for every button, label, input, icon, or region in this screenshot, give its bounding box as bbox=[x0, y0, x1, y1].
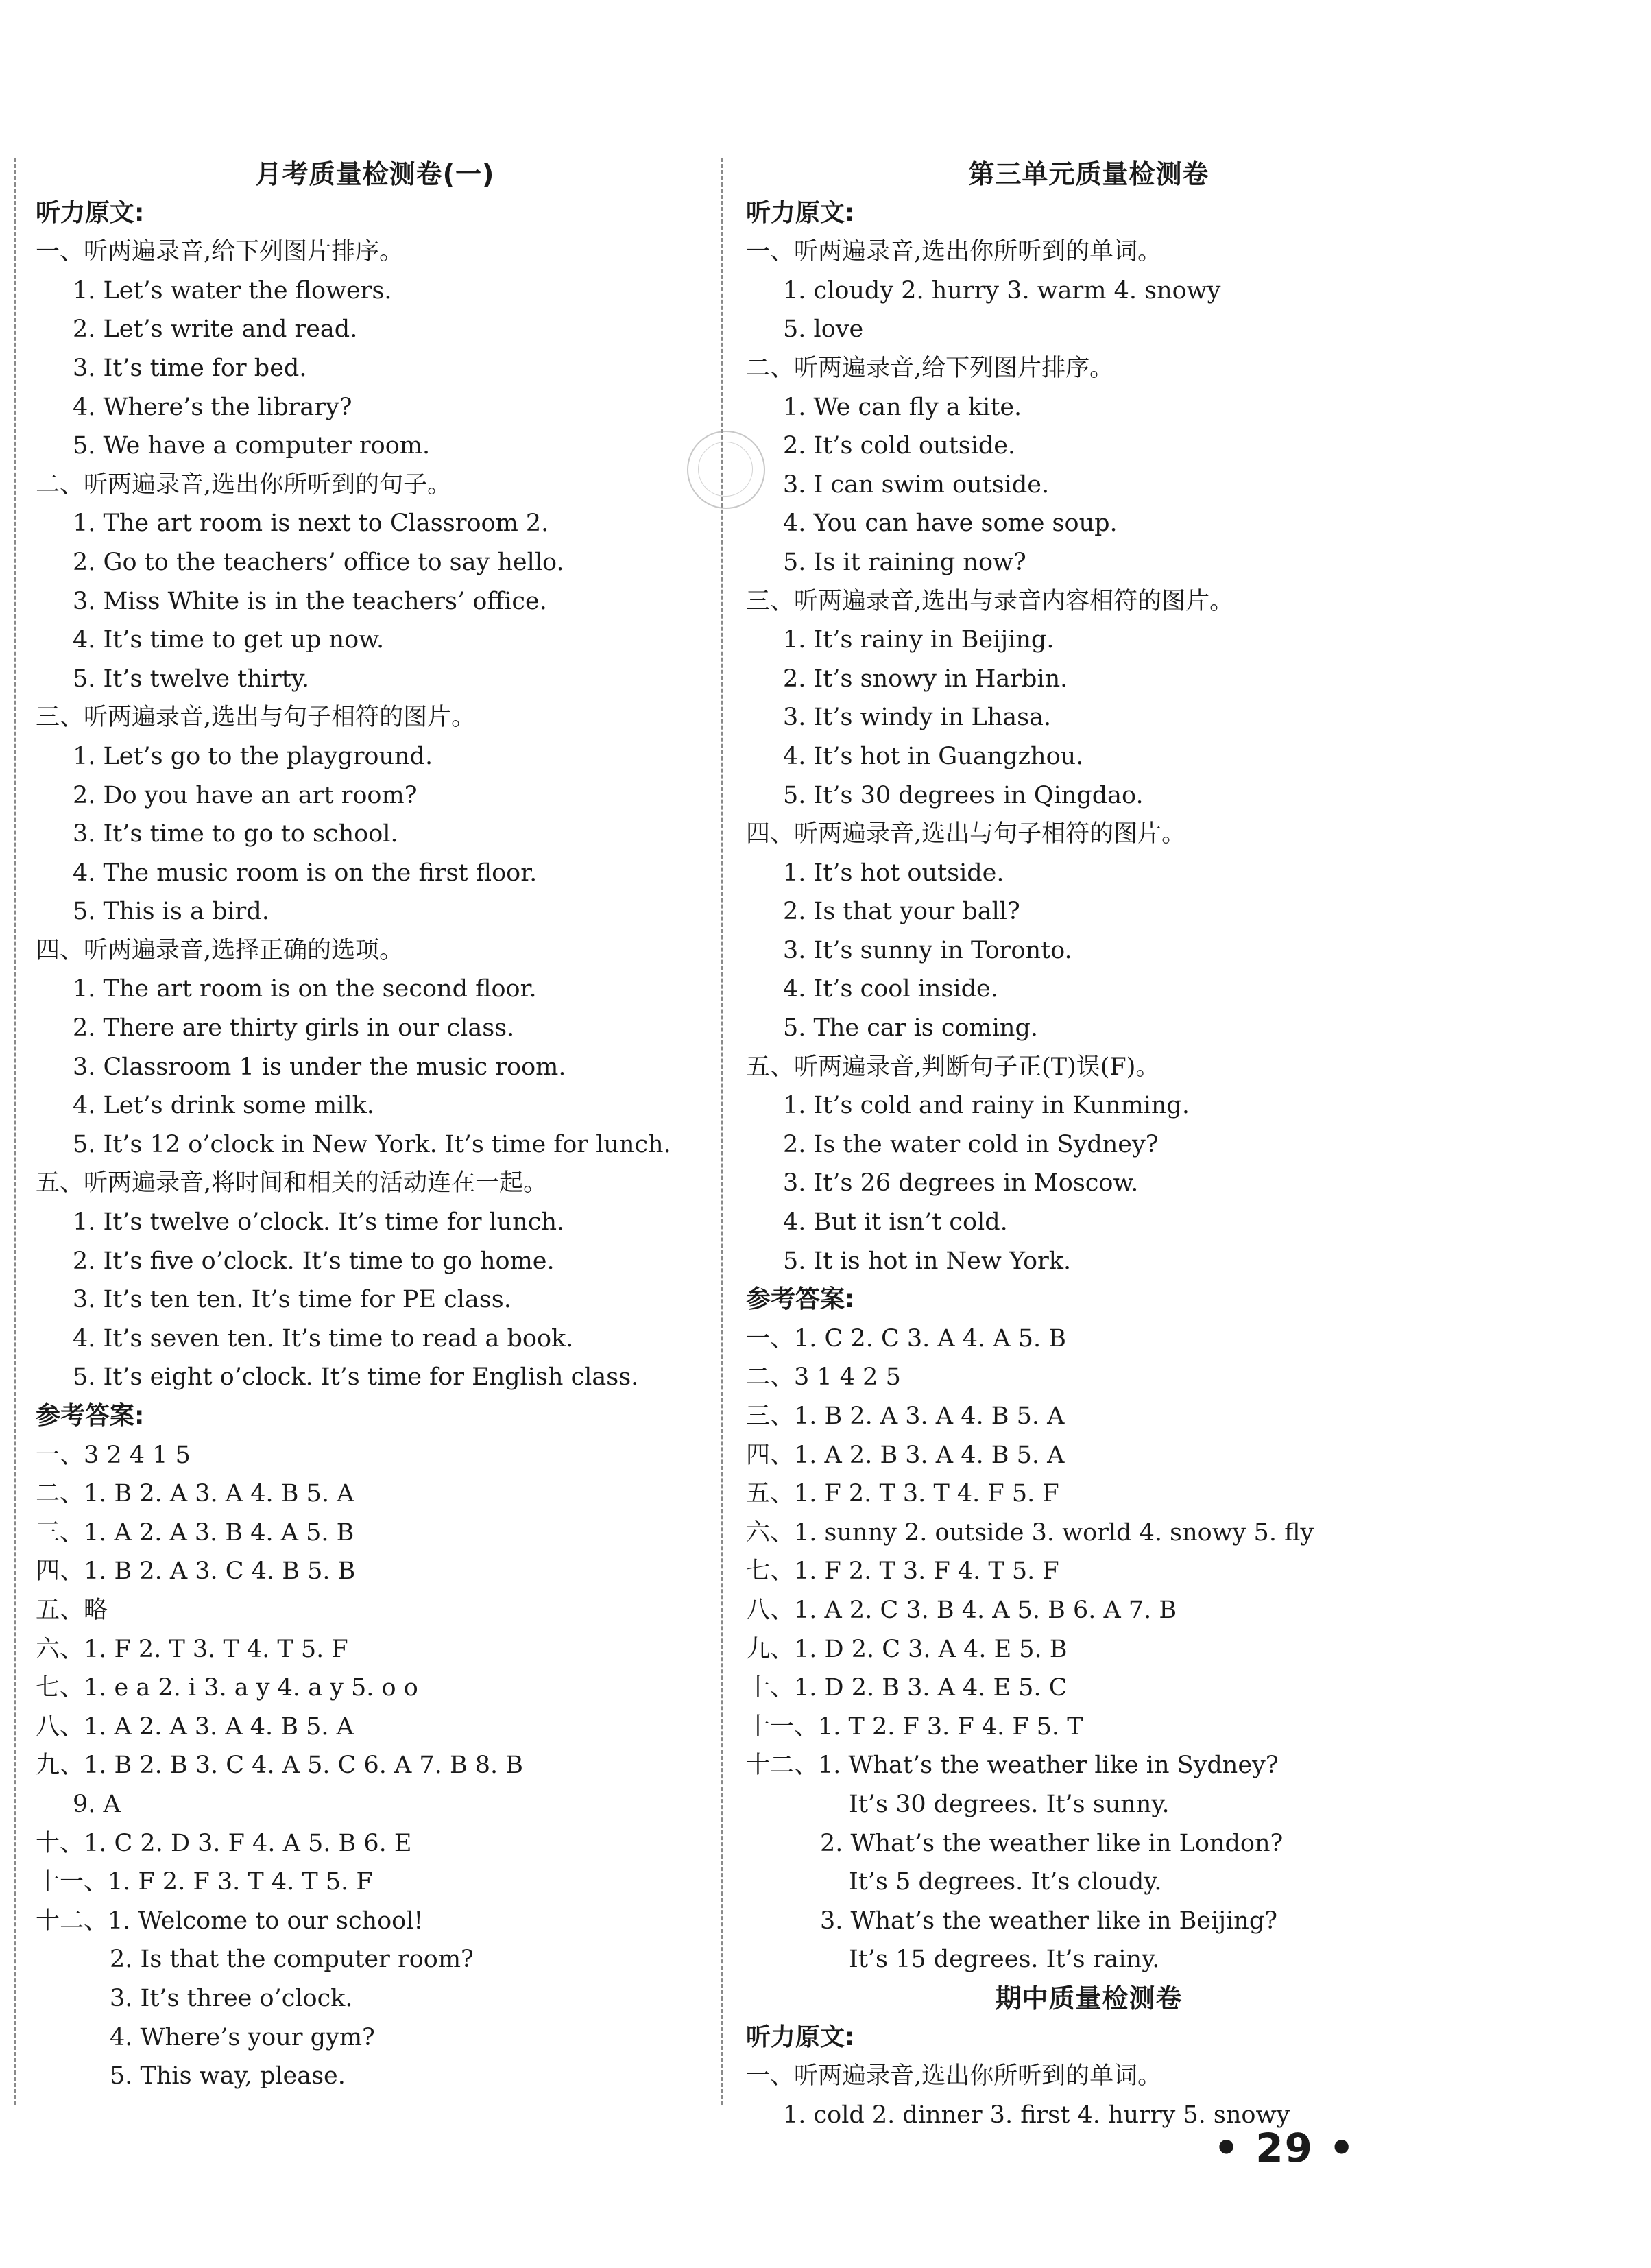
answer-subline: It’s 15 degrees. It’s rainy. bbox=[849, 1946, 1160, 1974]
list-item: 2. Go to the teachers’ office to say hello. bbox=[73, 548, 564, 576]
list-item: 2. It’s snowy in Harbin. bbox=[783, 665, 1068, 693]
list-item: 4. You can have some soup. bbox=[783, 510, 1118, 538]
list-item: 3. It’s sunny in Toronto. bbox=[783, 936, 1072, 964]
list-item: 5. Is it raining now? bbox=[783, 548, 1026, 576]
list-item: 1. It’s rainy in Beijing. bbox=[783, 626, 1055, 654]
list-item: 2. It’s five o’clock. It’s time to go home. bbox=[73, 1247, 555, 1275]
answer-row: 二、3 1 4 2 5 bbox=[746, 1363, 901, 1392]
list-item: 1. It’s twelve o’clock. It’s time for lunch. bbox=[73, 1208, 565, 1237]
answer-row: 三、1. A 2. A 3. B 4. A 5. B bbox=[36, 1518, 354, 1547]
answer-subline: 2. What’s the weather like in London? bbox=[820, 1829, 1284, 1857]
list-item: 4. It’s seven ten. It’s time to read a book. bbox=[73, 1324, 574, 1352]
right-listening-label: 听力原文: bbox=[746, 198, 855, 227]
list-item: 4. It’s cool inside. bbox=[783, 975, 998, 1003]
answer-row: 五、1. F 2. T 3. T 4. F 5. F bbox=[746, 1480, 1059, 1508]
left-title: 月考质量检测卷(一) bbox=[255, 159, 495, 189]
list-item: 5. It’s twelve thirty. bbox=[73, 665, 310, 693]
answer-subline: 3. What’s the weather like in Beijing? bbox=[820, 1907, 1278, 1935]
list-item: 3. It’s 26 degrees in Moscow. bbox=[783, 1169, 1139, 1197]
right-section-heading: 三、听两遍录音,选出与录音内容相符的图片。 bbox=[746, 587, 1234, 615]
list-item: 3. It’s time for bed. bbox=[73, 354, 307, 382]
left-section-heading: 四、听两遍录音,选择正确的选项。 bbox=[36, 936, 404, 964]
right-section-heading: 四、听两遍录音,选出与句子相符的图片。 bbox=[746, 820, 1186, 848]
list-item: 1. It’s cold and rainy in Kunming. bbox=[783, 1092, 1190, 1120]
list-item: 5. We have a computer room. bbox=[73, 432, 431, 460]
list-item: 4. Where’s the library? bbox=[73, 393, 352, 421]
list-item: 2. Is that your ball? bbox=[783, 898, 1020, 926]
right-answers-label: 参考答案: bbox=[746, 1285, 855, 1314]
right-section-heading: 五、听两遍录音,判断句子正(T)误(F)。 bbox=[746, 1053, 1160, 1081]
list-item: 1. It’s hot outside. bbox=[783, 859, 1004, 887]
list-item: 1. The art room is next to Classroom 2. bbox=[73, 510, 549, 538]
answer-row: 三、1. B 2. A 3. A 4. B 5. A bbox=[746, 1402, 1065, 1430]
answer-row: 九、1. B 2. B 3. C 4. A 5. C 6. A 7. B 8. B bbox=[36, 1752, 524, 1780]
list-item: 5. It’s 12 o’clock in New York. It’s time for lunch. bbox=[73, 1130, 671, 1158]
list-item: 3. Classroom 1 is under the music room. bbox=[73, 1053, 566, 1081]
left-answers-label: 参考答案: bbox=[36, 1402, 145, 1430]
midterm-title: 期中质量检测卷 bbox=[995, 1983, 1183, 2014]
answer-row: 六、1. F 2. T 3. T 4. T 5. F bbox=[36, 1635, 348, 1663]
answer-subline: It’s 30 degrees. It’s sunny. bbox=[849, 1790, 1170, 1818]
answer-row: 十、1. C 2. D 3. F 4. A 5. B 6. E bbox=[36, 1829, 412, 1857]
answer-subline: 5. This way, please. bbox=[110, 2062, 346, 2090]
list-item: 3. It’s ten ten. It’s time for PE class. bbox=[73, 1286, 511, 1314]
list-item: 2. It’s cold outside. bbox=[783, 432, 1016, 460]
list-item: 4. It’s hot in Guangzhou. bbox=[783, 742, 1084, 770]
list-item: 1. Let’s go to the playground. bbox=[73, 742, 433, 770]
answer-row: 七、1. e a 2. i 3. a y 4. a y 5. o o bbox=[36, 1674, 418, 1702]
answer-subline: 4. Where’s your gym? bbox=[110, 2023, 375, 2051]
answer-row: 十二、1. Welcome to our school! bbox=[36, 1907, 424, 1935]
right-section-heading: 二、听两遍录音,给下列图片排序。 bbox=[746, 354, 1114, 382]
list-item: 2. Is the water cold in Sydney? bbox=[783, 1130, 1159, 1158]
answer-row: 八、1. A 2. A 3. A 4. B 5. A bbox=[36, 1712, 354, 1741]
left-listening-label: 听力原文: bbox=[36, 198, 145, 227]
answer-subline: 2. Is that the computer room? bbox=[110, 1946, 474, 1974]
answer-row: 八、1. A 2. C 3. B 4. A 5. B 6. A 7. B bbox=[746, 1596, 1177, 1624]
list-item: 4. Let’s drink some milk. bbox=[73, 1092, 374, 1120]
list-item: 1. cold 2. dinner 3. first 4. hurry 5. snowy bbox=[783, 2101, 1290, 2129]
list-item: 2. Let’s write and read. bbox=[73, 315, 358, 344]
answer-subline: It’s 5 degrees. It’s cloudy. bbox=[849, 1868, 1162, 1896]
list-item: 2. There are thirty girls in our class. bbox=[73, 1014, 515, 1042]
left-column bbox=[36, 155, 714, 2096]
list-item: 1. We can fly a kite. bbox=[783, 393, 1022, 421]
list-item: 4. It’s time to get up now. bbox=[73, 626, 385, 654]
list-item: 1. The art room is on the second floor. bbox=[73, 975, 537, 1003]
left-section-heading: 三、听两遍录音,选出与句子相符的图片。 bbox=[36, 704, 476, 732]
list-item: 4. The music room is on the first floor. bbox=[73, 859, 538, 887]
right-section-heading: 一、听两遍录音,选出你所听到的单词。 bbox=[746, 238, 1162, 266]
answer-row: 九、1. D 2. C 3. A 4. E 5. B bbox=[746, 1635, 1068, 1663]
answer-row: 二、1. B 2. A 3. A 4. B 5. A bbox=[36, 1480, 354, 1508]
answer-row: 一、3 2 4 1 5 bbox=[36, 1441, 191, 1469]
list-item: 3. It’s time to go to school. bbox=[73, 820, 398, 848]
left-dashed-rule bbox=[14, 158, 16, 2105]
list-item: 1. cloudy 2. hurry 3. warm 4. snowy bbox=[783, 276, 1221, 305]
list-item: 5. It is hot in New York. bbox=[783, 1247, 1072, 1275]
answer-row: 十、1. D 2. B 3. A 4. E 5. C bbox=[746, 1674, 1068, 1702]
answer-row: 一、1. C 2. C 3. A 4. A 5. B bbox=[746, 1324, 1066, 1352]
list-item: 3. I can swim outside. bbox=[783, 470, 1050, 499]
answer-row: 四、1. A 2. B 3. A 4. B 5. A bbox=[746, 1441, 1065, 1469]
left-section-heading: 一、听两遍录音,给下列图片排序。 bbox=[36, 238, 404, 266]
right-column bbox=[746, 155, 1432, 2134]
list-item: 5. This is a bird. bbox=[73, 898, 269, 926]
left-section-heading: 五、听两遍录音,将时间和相关的活动连在一起。 bbox=[36, 1169, 548, 1197]
list-item: 5. It’s 30 degrees in Qingdao. bbox=[783, 781, 1144, 809]
right-section-heading: 一、听两遍录音,选出你所听到的单词。 bbox=[746, 2062, 1162, 2090]
left-section-heading: 二、听两遍录音,选出你所听到的句子。 bbox=[36, 470, 452, 499]
list-item: 5. love bbox=[783, 315, 864, 344]
answer-row: 五、略 bbox=[36, 1596, 108, 1624]
answer-row-continuation: 9. A bbox=[73, 1790, 121, 1818]
midterm-listening-label: 听力原文: bbox=[746, 2022, 855, 2051]
right-title: 第三单元质量检测卷 bbox=[968, 159, 1209, 189]
page-number: • 29 • bbox=[1214, 2125, 1356, 2171]
list-item: 3. It’s windy in Lhasa. bbox=[783, 704, 1052, 732]
answer-row: 四、1. B 2. A 3. C 4. B 5. B bbox=[36, 1557, 356, 1586]
list-item: 4. But it isn’t cold. bbox=[783, 1208, 1008, 1237]
list-item: 5. It’s eight o’clock. It’s time for English class. bbox=[73, 1363, 639, 1392]
answer-row: 七、1. F 2. T 3. F 4. T 5. F bbox=[746, 1557, 1059, 1586]
answer-row: 六、1. sunny 2. outside 3. world 4. snowy 5. fly bbox=[746, 1518, 1314, 1547]
list-item: 3. Miss White is in the teachers’ office. bbox=[73, 587, 547, 615]
answer-subline: 3. It’s three o’clock. bbox=[110, 1984, 353, 2012]
answer-row: 十一、1. T 2. F 3. F 4. F 5. T bbox=[746, 1712, 1083, 1741]
list-item: 1. Let’s water the flowers. bbox=[73, 276, 392, 305]
answer-row: 十一、1. F 2. F 3. T 4. T 5. F bbox=[36, 1868, 373, 1896]
list-item: 2. Do you have an art room? bbox=[73, 781, 418, 809]
answer-row: 十二、1. What’s the weather like in Sydney? bbox=[746, 1752, 1279, 1780]
list-item: 5. The car is coming. bbox=[783, 1014, 1038, 1042]
